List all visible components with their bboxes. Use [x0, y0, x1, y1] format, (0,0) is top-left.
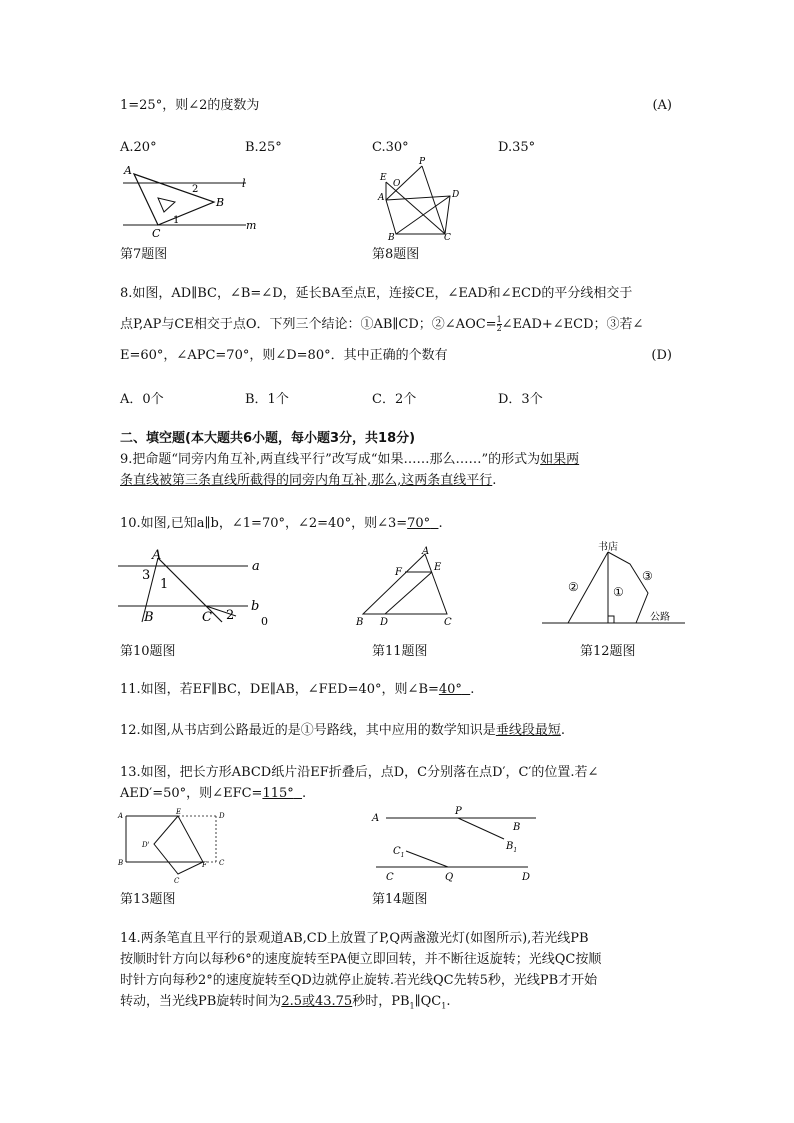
q8-option-a: A．0个 — [120, 392, 164, 407]
q11-stem: 11.如图，若EF∥BC，DE∥AB，∠FED=40°，则∠B=40° . — [120, 682, 475, 697]
q8-label-p: P — [419, 157, 426, 167]
q12-label-route-2: ② — [568, 580, 579, 594]
q11-label-d: D — [380, 617, 389, 628]
section-2-title: 二、填空题(本大题共6小题，每小题3分，共18分) — [120, 431, 416, 446]
q7-label-a: A — [124, 164, 132, 177]
q8-line-1: 8.如图，AD∥BC，∠B=∠D，延长BA至点E，连接CE，∠EAD和∠ECD的平分线相交于 — [120, 286, 633, 301]
q10-label-3: 3 — [142, 568, 151, 583]
q14-label-b1: $B_1$ — [506, 841, 518, 854]
q13-label-c: C — [219, 859, 225, 867]
q8-label-e: E — [380, 173, 387, 183]
q12-label-road: 公路 — [650, 612, 670, 623]
q12-stem: 12.如图,从书店到公路最近的是①号路线，其中应用的数学知识是垂线段最短. — [120, 723, 565, 738]
q14-label-a: A — [372, 813, 380, 824]
q10-label-2: 2 — [226, 608, 235, 623]
q13-line-2: AED′=50°，则∠EFC=115° . — [120, 786, 307, 801]
q14-figure — [368, 803, 543, 883]
q13-label-f: F — [202, 861, 207, 869]
q7-option-a: A.20° — [120, 140, 157, 155]
q14-label-c1: $C_1$ — [393, 846, 405, 859]
q7-label-m: m — [246, 219, 257, 232]
q8-caption: 第8题图 — [372, 247, 420, 262]
q8-label-a: A — [378, 193, 385, 203]
q8-option-d: D．3个 — [498, 392, 543, 407]
q13-label-e: E — [176, 808, 182, 816]
q14-label-q: Q — [445, 872, 454, 883]
q12-figure — [540, 538, 690, 628]
q13-label-d-prime: D' — [142, 841, 150, 849]
q14-label-d: D — [522, 872, 531, 883]
q10-label-b-point: B — [144, 610, 154, 625]
q7-label-1: 1 — [173, 215, 180, 226]
q9-line-2: 条直线被第三条直线所截得的同旁内角互补,那么,这两条直线平行. — [120, 473, 497, 488]
q14-label-p: P — [455, 806, 462, 817]
q13-label-d: D — [219, 812, 225, 820]
q14-line-3: 时针方向每秒2°的速度旋转至QD边就停止旋转.若光线QC先转5秒，光线PB才开始 — [120, 973, 598, 988]
q7-label-l: l — [242, 177, 246, 190]
q14-line-4: 转动，当光线PB旋转时间为2.5或43.75秒时，$PB_1\parallel QC_1$. — [120, 994, 451, 1011]
q11-caption: 第11题图 — [372, 644, 428, 659]
q11-label-b: B — [356, 617, 364, 628]
q12-label-route-1: ① — [613, 585, 624, 599]
q8-fraction: $\frac{1}{2}$ — [496, 315, 502, 333]
q8-line-2: 点P,AP与CE相交于点O．下列三个结论：①AB∥CD；②∠AOC= $\frac{1}{2}$ ∠EAD+∠ECD；③若∠ — [120, 315, 644, 333]
q7-label-2: 2 — [192, 184, 199, 195]
q13-label-a: A — [118, 812, 124, 820]
q7-option-b: B.25° — [245, 140, 282, 155]
q10-stem: 10.如图,已知a∥b，∠1=70°，∠2=40°，则∠3=70° . — [120, 516, 443, 531]
q10-label-a-point: A — [152, 548, 162, 563]
q7-option-c: C.30° — [372, 140, 409, 155]
q7-figure — [118, 160, 268, 240]
q8-line-3: E=60°，∠APC=70°，则∠D=80°．其中正确的个数有 — [120, 348, 448, 363]
q11-label-f: F — [395, 567, 402, 578]
q10-label-c: C — [202, 610, 212, 625]
q8-option-c: C．2个 — [372, 392, 417, 407]
q10-label-a-line: a — [252, 559, 260, 574]
q11-figure — [355, 546, 465, 628]
q13-label-b: B — [118, 859, 124, 867]
q13-caption: 第13题图 — [120, 892, 176, 907]
q8-label-o: O — [393, 179, 401, 189]
q13-figure — [118, 808, 238, 886]
q8-label-c: C — [444, 233, 451, 243]
q8-answer: (D) — [651, 348, 672, 363]
q12-label-bookstore: 书店 — [598, 542, 618, 553]
q8-figure — [378, 157, 468, 243]
q11-label-a: A — [422, 546, 430, 557]
q7-option-d: D.35° — [498, 140, 536, 155]
q12-label-route-3: ③ — [642, 569, 653, 583]
q7-label-c: C — [152, 227, 161, 240]
q14-line-1: 14.两条笔直且平行的景观道AB,CD上放置了P,Q两盏激光灯(如图所示),若光线PB — [120, 931, 589, 946]
q11-label-c: C — [444, 617, 452, 628]
q13-label-c-prime: C — [174, 877, 180, 885]
q8-option-b: B．1个 — [245, 392, 289, 407]
q14-label-c: C — [386, 872, 394, 883]
q8-label-d: D — [452, 190, 460, 200]
q12-caption: 第12题图 — [580, 644, 636, 659]
q10-figure — [118, 548, 278, 628]
q13-line-1: 13.如图，把长方形ABCD纸片沿EF折叠后，点D，C分别落在点D′，C′的位置.若∠ — [120, 765, 599, 780]
q7-caption: 第7题图 — [120, 247, 168, 262]
q10-label-b-line: b — [251, 599, 260, 614]
q7-label-b: B — [216, 196, 225, 209]
q14-line-2: 按顺时针方向以每秒6°的速度旋转至PA便立即回转，并不断往返旋转；光线QC按顺 — [120, 952, 602, 967]
q7-stem: 1=25°，则∠2的度数为 — [120, 98, 260, 113]
q9-line-1: 9.把命题“同旁内角互补,两直线平行”改写成“如果……那么……”的形式为如果两 — [120, 452, 580, 467]
q7-answer: (A) — [652, 98, 672, 113]
q11-label-e: E — [434, 562, 442, 573]
q14-caption: 第14题图 — [372, 892, 428, 907]
q10-label-1: 1 — [160, 577, 169, 592]
q10-label-0: 0 — [261, 615, 268, 628]
q8-label-b: B — [388, 233, 395, 243]
q14-label-b: B — [513, 822, 521, 833]
q10-caption: 第10题图 — [120, 644, 176, 659]
